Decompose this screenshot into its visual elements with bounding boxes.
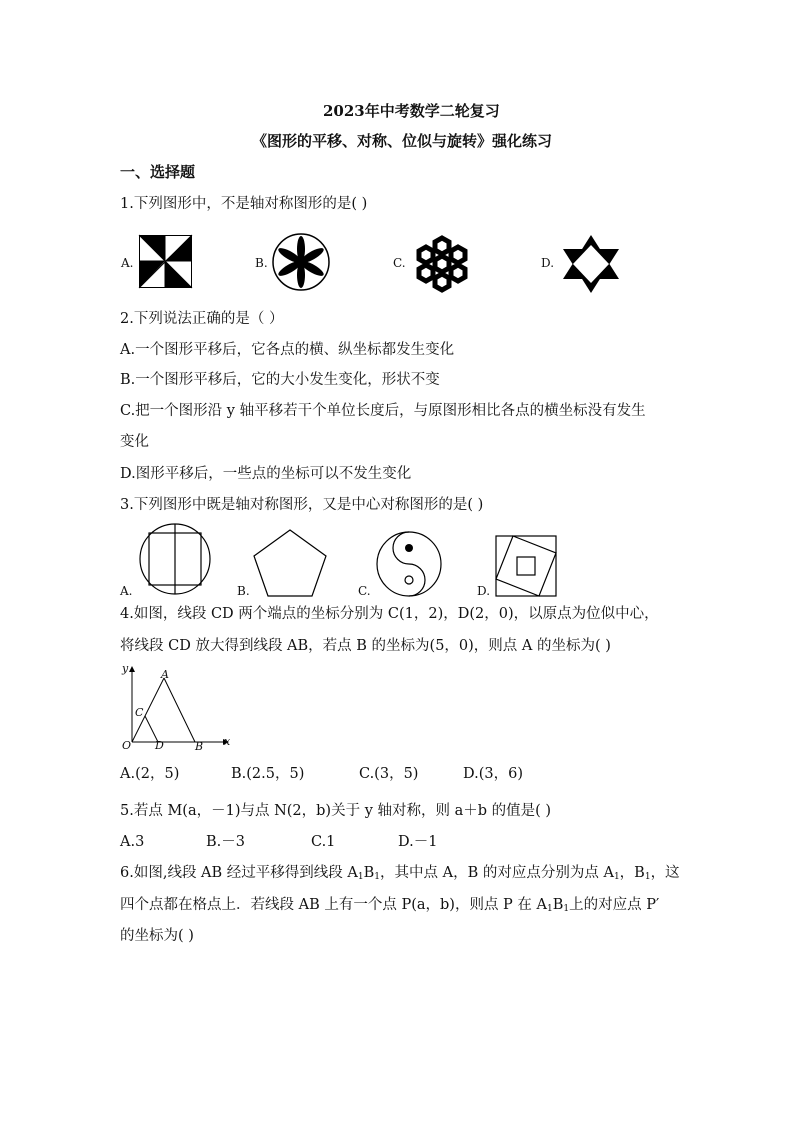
q3-option-a-label: A. xyxy=(120,584,133,598)
q2-option-a: A.一个图形平移后，它各点的横、纵坐标都发生变化 xyxy=(120,342,455,358)
question-6-line3: 的坐标为( ) xyxy=(120,928,194,944)
graph-label-O: O xyxy=(122,739,132,752)
q4-option-c: C.(3，5) xyxy=(359,766,419,782)
q1-option-d-label: D. xyxy=(541,256,555,270)
six-point-star-figure xyxy=(563,235,619,293)
question-3-stem: 3.下列图形中既是轴对称图形，又是中心对称图形的是( ) xyxy=(120,497,484,513)
question-1-stem: 1.下列图形中，不是轴对称图形的是( ) xyxy=(120,196,368,212)
taiji-figure xyxy=(376,531,442,597)
question-4-line1: 4.如图，线段 CD 两个端点的坐标分别为 C(1，2)，D(2，0)，以原点为位似中心， xyxy=(120,606,659,622)
circle-rectangle-figure xyxy=(137,523,213,595)
q2-option-b: B.一个图形平移后，它的大小发生变化，形状不变 xyxy=(120,372,440,388)
q5-option-d: D.－1 xyxy=(398,834,438,850)
graph-label-y: y xyxy=(122,662,129,675)
pinwheel-figure xyxy=(139,235,192,288)
flower-circle-figure xyxy=(271,232,331,292)
q3-option-d-label: D. xyxy=(477,584,491,598)
q2-option-c-line1: C.把一个图形沿 y 轴平移若干个单位长度后，与原图形相比各点的横坐标没有发生 xyxy=(120,403,646,419)
nested-squares-figure xyxy=(495,535,557,597)
q4-option-a: A.(2，5) xyxy=(120,766,180,782)
q1-option-c-label: C. xyxy=(393,256,406,270)
page-title: 2023年中考数学二轮复习 xyxy=(323,102,500,120)
graph-label-B: B xyxy=(195,740,204,753)
q4-option-b: B.(2.5，5) xyxy=(231,766,305,782)
graph-label-x: x xyxy=(224,735,231,748)
q1-option-a-label: A. xyxy=(121,256,134,270)
page-subtitle: 《图形的平移、对称、位似与旋转》强化练习 xyxy=(252,132,553,150)
q5-option-b: B.－3 xyxy=(206,834,245,850)
graph-label-A: A xyxy=(161,668,169,681)
question-6-line2: 四个点都在格点上．若线段 AB 上有一个点 P(a，b)，则点 P 在 $A_1B_1$上的对应点 P′ xyxy=(120,897,660,914)
graph-label-C: C xyxy=(135,706,144,719)
segment-AB xyxy=(164,678,195,742)
pentagon-figure xyxy=(252,528,328,598)
q2-option-d: D.图形平移后，一些点的坐标可以不发生变化 xyxy=(120,466,412,482)
section-heading: 一、选择题 xyxy=(120,163,196,181)
hexagon-flower-figure xyxy=(412,234,472,292)
q1-option-b-label: B. xyxy=(255,256,268,270)
q2-option-c-line2: 变化 xyxy=(120,434,149,450)
question-6-line1: 6.如图,线段 AB 经过平移得到线段 $A_1B_1$，其中点 A，B 的对应点分别为点 $A_1$，$B_1$，这 xyxy=(120,865,680,882)
q4-option-d: D.(3，6) xyxy=(463,766,523,782)
question-5-stem: 5.若点 M(a，－1)与点 N(2，b)关于 y 轴对称，则 a＋b 的值是( ) xyxy=(120,803,552,819)
question-2-stem: 2.下列说法正确的是（ ） xyxy=(120,311,284,327)
q5-option-c: C.1 xyxy=(311,834,336,850)
q5-option-a: A.3 xyxy=(120,834,145,850)
question-4-line2: 将线段 CD 放大得到线段 AB，若点 B 的坐标为(5，0)，则点 A 的坐标为( ) xyxy=(120,638,611,654)
q3-option-c-label: C. xyxy=(358,584,371,598)
q3-option-b-label: B. xyxy=(237,584,250,598)
graph-label-D: D xyxy=(155,739,164,752)
